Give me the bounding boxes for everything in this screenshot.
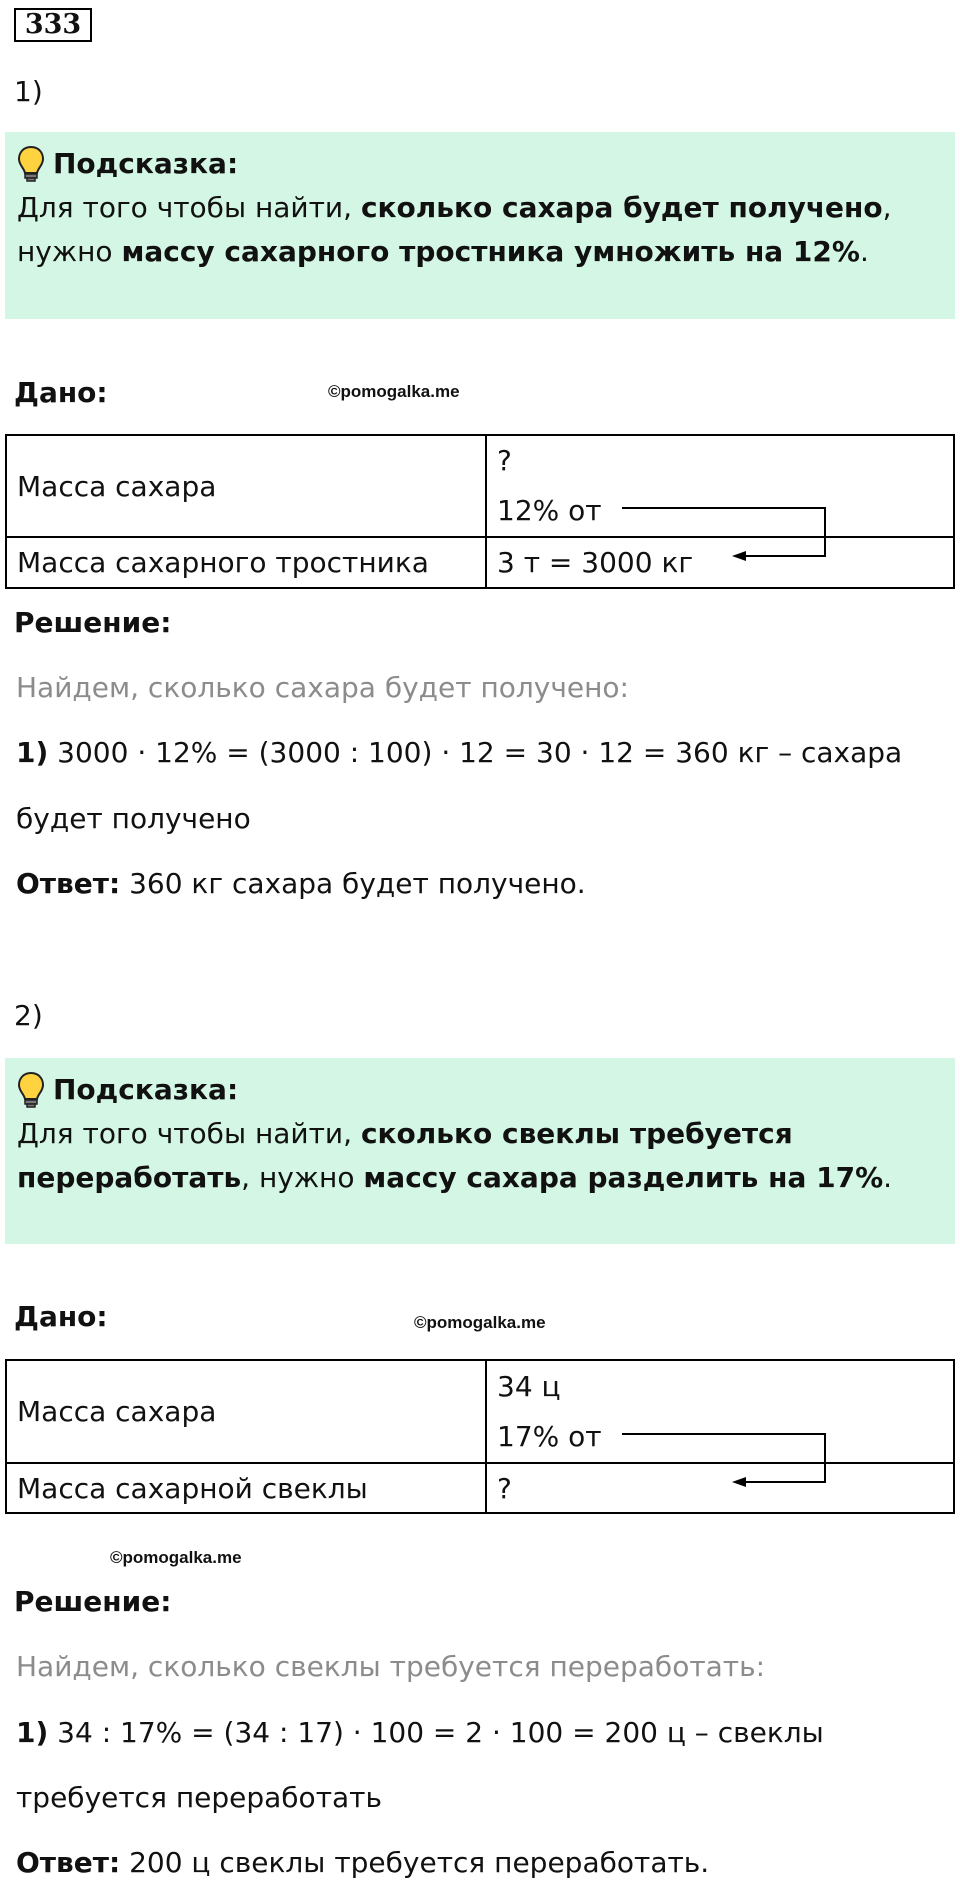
watermark: ©pomogalka.me xyxy=(328,382,460,401)
row-label: Масса сахарного тростника xyxy=(6,537,486,588)
lightbulb-icon xyxy=(17,145,45,183)
solution-heading-1: Решение: xyxy=(14,606,172,639)
solution-step-1: 1) 3000 · 12% = (3000 : 100) · 12 = 30 · 12 = 360 кг – сахара xyxy=(16,736,903,769)
watermark: ©pomogalka.me xyxy=(414,1313,546,1332)
part-2-label: 2) xyxy=(14,999,43,1032)
lightbulb-icon xyxy=(17,1071,45,1109)
row-value: ? xyxy=(486,1463,954,1513)
solution-intro-2: Найдем, сколько свеклы требуется переработать: xyxy=(16,1650,766,1683)
hint-line-1: Для того чтобы найти, сколько сахара будет получено, xyxy=(17,191,892,224)
arrow-icon xyxy=(600,1426,840,1496)
hint-header xyxy=(17,142,945,186)
solution-step-1-cont: будет получено xyxy=(16,802,251,835)
row-label: Масса сахарной свеклы xyxy=(6,1463,486,1513)
hint-line-2: переработать, нужно массу сахара разделить на 17%. xyxy=(17,1161,893,1194)
row-value: 3 т = 3000 кг xyxy=(486,537,954,588)
given-heading-2: Дано: xyxy=(14,1300,108,1333)
hint-line-1: Для того чтобы найти, сколько свеклы требуется xyxy=(17,1117,793,1150)
row-value: ? 12% от xyxy=(486,435,954,537)
solution-heading-2: Решение: xyxy=(14,1585,172,1618)
solution-step-2-cont: требуется переработать xyxy=(16,1781,382,1814)
hint-box-1 xyxy=(5,132,955,319)
answer-2: Ответ: 200 ц свеклы требуется переработать. xyxy=(16,1846,710,1879)
hint-title: Подсказка: xyxy=(53,1073,239,1106)
hint-header xyxy=(17,1068,945,1112)
row-label: Масса сахара xyxy=(6,435,486,537)
solution-intro-1: Найдем, сколько сахара будет получено: xyxy=(16,671,629,704)
row-value: 34 ц 17% от xyxy=(486,1360,954,1463)
part-1-label: 1) xyxy=(14,75,43,108)
given-heading-1: Дано: xyxy=(14,376,108,409)
row-label: Масса сахара xyxy=(6,1360,486,1463)
answer-1: Ответ: 360 кг сахара будет получено. xyxy=(16,867,586,900)
hint-title: Подсказка: xyxy=(53,147,239,180)
solution-step-2: 1) 34 : 17% = (34 : 17) · 100 = 2 · 100 = 200 ц – свеклы xyxy=(16,1716,824,1749)
task-number: 333 xyxy=(14,8,92,42)
arrow-icon xyxy=(600,500,840,570)
hint-box-2 xyxy=(5,1058,955,1244)
watermark: ©pomogalka.me xyxy=(110,1548,242,1567)
hint-line-2: нужно массу сахарного тростника умножить на 12%. xyxy=(17,235,869,268)
